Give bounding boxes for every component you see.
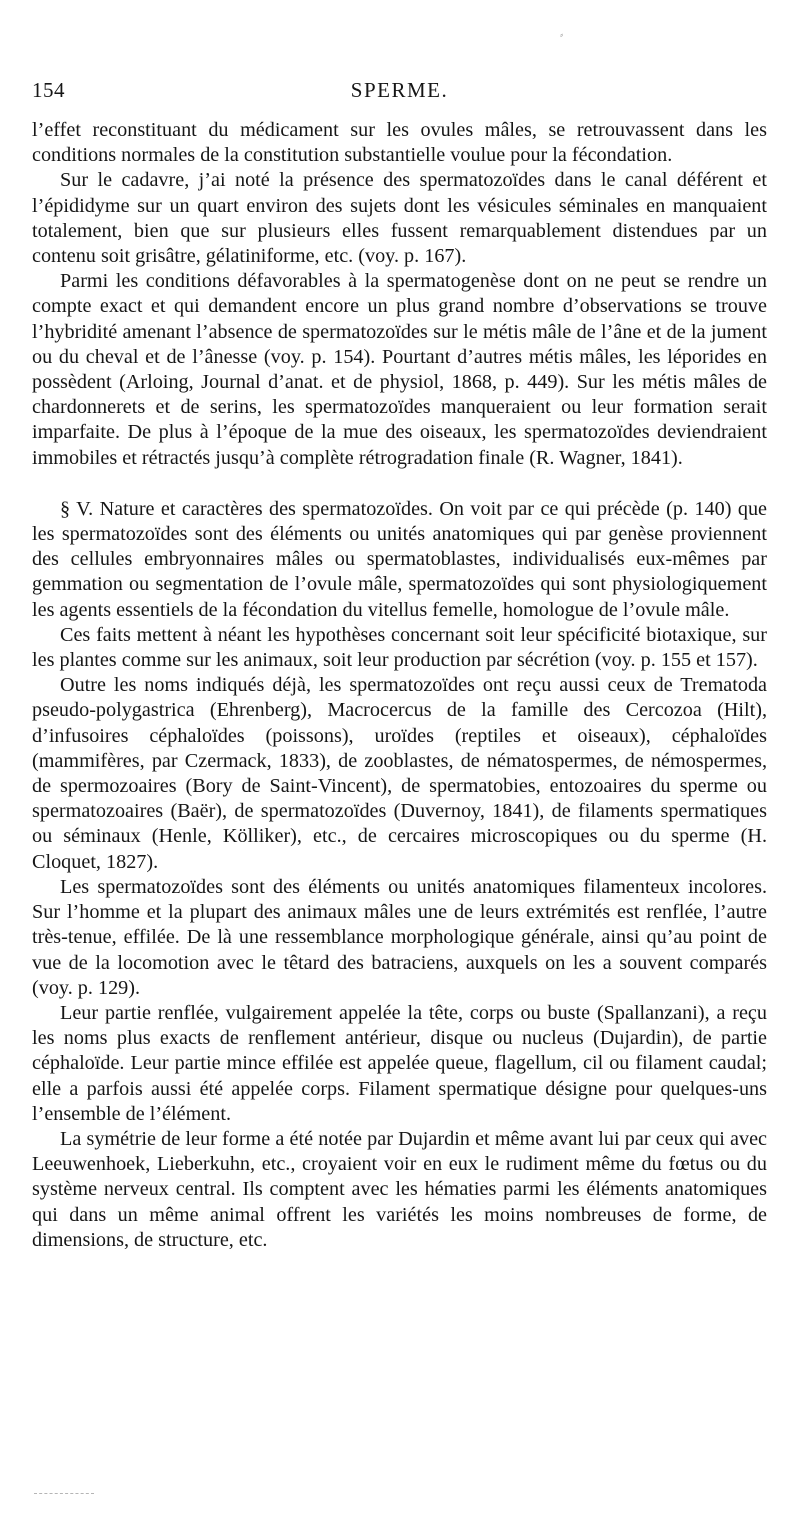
page-number: 154 [32, 78, 65, 102]
paragraph-3: Parmi les conditions défavorables à la spermatogenèse dont on ne peut se rendre un compte exact et qui demandent encore un plus grand nombre d’observations se trouve l’hybridité amenant l’absence de spermatozoïdes sur le métis mâle de l’âne et de la jument ou du cheval et de l’ânesse (voy. p. 154). Pourtant d’autres métis mâles, les léporides en possèdent (Arloing, Journal d’anat. et de physiol, 1868, p. 449). Sur les métis mâles de chardonnerets et de serins, les spermatozoïdes manqueraient ou leur formation serait imparfaite. De plus à l’époque de la mue des oiseaux, les spermatozoïdes deviendraient immobiles et rétractés jusqu’à complète rétrogradation finale (R. Wagner, 1841). [32, 270, 767, 469]
paragraph-9: La symétrie de leur forme a été notée par Dujardin et même avant lui par ceux qui avec Leeuwenhoek, Lieberkuhn, etc., croyaient voir en eux le rudiment même du fœtus ou du système nerveux central. Ils comptent avec les hématies parmi les éléments anatomiques qui dans un même animal offrent les variétés les moins nombreuses de forme, de dimensions, de structure, etc. [32, 1127, 767, 1251]
paragraph-6: Outre les noms indiqués déjà, les spermatozoïdes ont reçu aussi ceux de Trematoda pseudo-polygastrica (Ehrenberg), Macrocercus de la famille des Cercozoa (Hilt), d’infusoires céphaloïdes (poissons), uroïdes (reptiles et oiseaux), céphaloïdes (mammifères, par Czermack, 1833), de zooblastes, de nématospermes, de némospermes, de spermozoaires (Bory de Saint-Vincent), de spermatobies, entozoaires du sperme ou spermatozoaires (Baër), de spermatozoïdes (Duvernoy, 1841), de filaments spermatiques ou séminaux (Henle, Kölliker), etc., de cercaires microscopiques ou du sperme (H. Cloquet, 1827). [32, 674, 767, 873]
running-header [32, 78, 767, 108]
body-text [32, 118, 767, 1253]
document-page [32, 78, 767, 1253]
paragraph-5: Ces faits mettent à néant les hypothèses concernant soit leur spécificité biotaxique, sur les plantes comme sur les animaux, soit leur production par sécrétion (voy. p. 155 et 157). [32, 623, 767, 672]
scan-speck: ⸗ [560, 30, 564, 41]
paragraph-2: Sur le cadavre, j’ai noté la présence des spermatozoïdes dans le canal déférent et l’épididyme sur un quart environ des sujets dont les vésicules séminales en manquaient totalement, bien que sur plusieurs elles fussent remarquablement distendues par un contenu soit grisâtre, gélatiniforme, etc. (voy. p. 167). [32, 169, 767, 268]
running-title: SPERME. [350, 78, 449, 102]
section-5-paragraph: § V. Nature et caractères des spermatozoïdes. On voit par ce qui précède (p. 140) que les spermatozoïdes sont des éléments ou unités anatomiques qui par genèse proviennent des cellules embryonnaires mâles ou spermatoblastes, individualisés eux-mêmes par gemmation ou segmentation de l’ovule mâle, spermatozoïdes qui sont physiologiquement les agents essentiels de la fécondation du vitellus femelle, homologue de l’ovule mâle. [32, 497, 767, 621]
paragraph-7: Les spermatozoïdes sont des éléments ou unités anatomiques filamenteux incolores. Sur l’homme et la plupart des animaux mâles une de leurs extrémités est renflée, l’autre très-tenue, effilée. De là une ressemblance morphologique générale, ainsi qu’au point de vue de la locomotion avec le têtard des batraciens, auxquels on les a souvent comparés (voy. p. 129). [32, 875, 767, 999]
paragraph-8: Leur partie renflée, vulgairement appelée la tête, corps ou buste (Spallanzani), a reçu les noms plus exacts de renflement antérieur, disque ou nucleus (Dujardin), de partie céphaloïde. Leur partie mince effilée est appelée queue, flagellum, cil ou filament caudal; elle a parfois aussi été appelée corps. Filament spermatique désigne pour quelques-uns l’ensemble de l’élément. [32, 1001, 767, 1125]
paragraph-1: l’effet reconstituant du médicament sur les ovules mâles, se retrouvassent dans les conditions normales de la constitution substantielle voulue pour la fécondation. [32, 119, 767, 167]
footer-rule [34, 1493, 94, 1494]
